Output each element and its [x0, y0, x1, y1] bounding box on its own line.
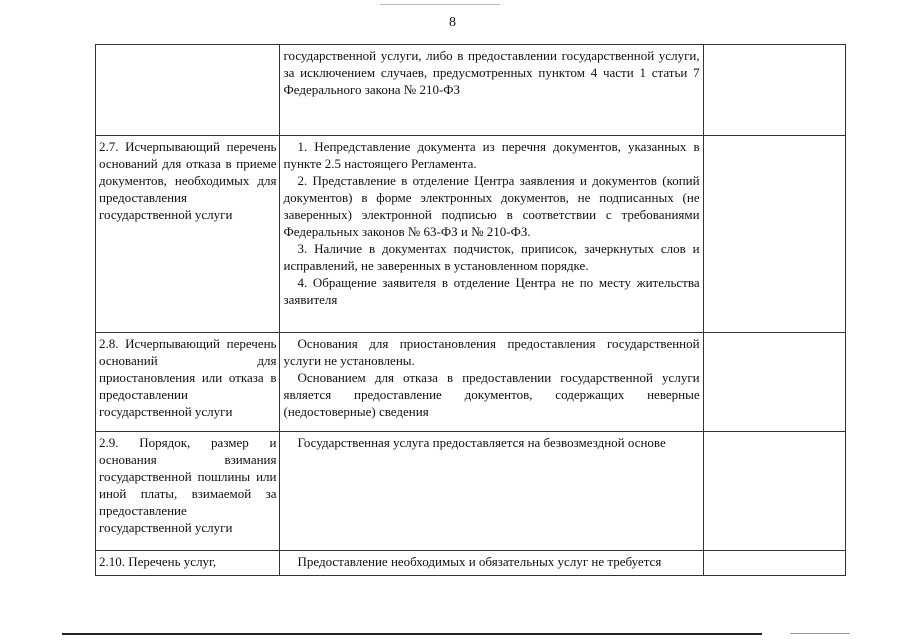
scan-artifact-bottom-line — [62, 633, 762, 635]
row-paragraph: государственной услуги, либо в предоставлении государственной услуги, за исключением случаев, предусмотренных пунктом 4 части 1 статьи 7 Федерального закона № 210-ФЗ — [283, 48, 700, 97]
row-paragraph: Основания для приостановления предоставления государственной услуги не установлены. — [283, 336, 700, 368]
row-paragraph: Государственная услуга предоставляется на безвозмездной основе — [297, 435, 666, 450]
scan-artifact-bottom-mark — [790, 633, 850, 634]
row-content — [280, 432, 703, 551]
row-label — [96, 45, 280, 136]
row-content — [280, 136, 703, 333]
row-label: 2.9. Порядок, размер и основания взимания государственной пошлины или иной платы, взимаемой за предоставление государственной услуги — [96, 432, 280, 551]
row-paragraph: Предоставление необходимых и обязательных услуг не требуется — [297, 554, 662, 569]
row-content — [280, 551, 703, 576]
row-notes — [703, 45, 845, 136]
table-row — [96, 551, 846, 576]
row-notes — [703, 333, 845, 432]
table-row — [96, 333, 846, 432]
row-notes — [703, 136, 845, 333]
row-notes — [703, 551, 845, 576]
table-row — [96, 136, 846, 333]
row-paragraph: 3. Наличие в документах подчисток, приписок, зачеркнутых слов и исправлений, не заверенных в установленном порядке. — [283, 241, 700, 273]
table-row — [96, 432, 846, 551]
row-content — [280, 45, 703, 136]
row-label: 2.8. Исчерпывающий перечень оснований для приостановления или отказа в предоставлении государственной услуги — [96, 333, 280, 432]
page-number: 8 — [449, 15, 456, 30]
row-paragraph: 4. Обращение заявителя в отделение Центра не по месту жительства заявителя — [283, 275, 700, 307]
row-label: 2.10. Перечень услуг, — [96, 551, 280, 576]
table-row — [96, 45, 846, 136]
row-content — [280, 333, 703, 432]
row-paragraph: 2. Представление в отделение Центра заявления и документов (копий документов) в форме электронных документов, не подписанных (не заверенных) электронной подписью в соответствии с требованиями Федеральных законов № 63-ФЗ и № 210-ФЗ. — [283, 173, 700, 239]
scan-artifact-top — [380, 4, 500, 5]
row-notes — [703, 432, 845, 551]
row-label: 2.7. Исчерпывающий перечень оснований для отказа в приеме документов, необходимых для предоставления государственной услуги — [96, 136, 280, 333]
row-paragraph: Основанием для отказа в предоставлении государственной услуги является предоставление документов, содержащих неверные (недостоверные) сведения — [283, 370, 700, 419]
regulation-table — [95, 44, 846, 576]
row-paragraph: 1. Непредставление документа из перечня документов, указанных в пункте 2.5 настоящего Регламента. — [283, 139, 700, 171]
